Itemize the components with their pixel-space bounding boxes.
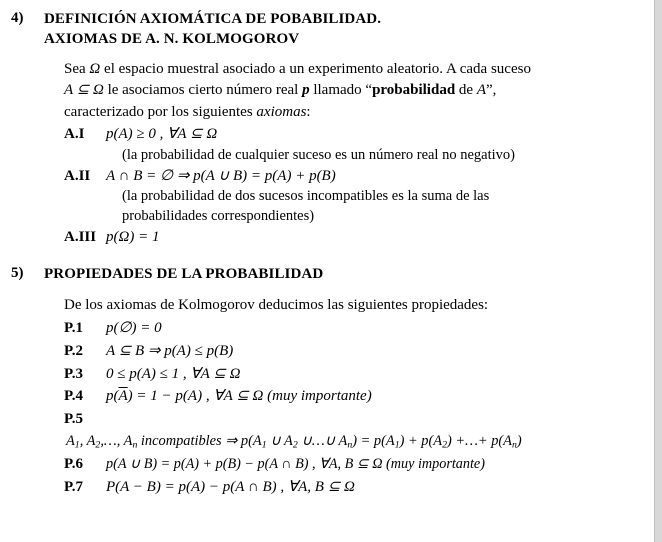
section-title-4 — [44, 10, 648, 49]
section-5-intro: De los axiomas de Kolmogorov deducimos las siguientes propiedades: — [64, 296, 489, 313]
property-row-4 — [64, 386, 648, 407]
section-title-5: PROPIEDADES DE LA PROBABILIDAD — [44, 266, 324, 283]
section-4-body — [64, 59, 648, 247]
section-axiomatic-definition — [11, 10, 648, 247]
axiom-note-1: (la probabilidad de cualquier suceso es un número real no negativo) — [122, 146, 515, 163]
p5-sub-r3: 1 — [394, 439, 400, 451]
p-symbol: p — [302, 82, 310, 99]
p5-sub-r4: 2 — [442, 439, 447, 451]
subset-expression: A ⊆ Ω — [64, 82, 104, 99]
page-right-margin-strip — [654, 0, 662, 542]
p5-rest7: ) — [516, 432, 522, 449]
property-label-7: P.7 — [64, 478, 84, 495]
axiomas-italic: axiomas — [256, 103, 307, 120]
property-math-4 — [100, 386, 372, 407]
axiom-math-2: A ∩ B = ∅ ⇒ p(A ∪ B) = p(A) + p(B) — [106, 167, 336, 184]
p5-incompatibles: incompatibles — [137, 432, 222, 449]
section-4-intro-line2 — [64, 80, 648, 101]
p5-rest5: ) + p(A — [399, 432, 443, 449]
intro-text-a: Sea — [64, 61, 90, 77]
intro-text-g: caracterizado por los siguientes — [64, 103, 257, 120]
p5-sub-rn: n — [347, 439, 353, 451]
property-row-2 — [64, 341, 648, 362]
axiom-label-3: A.III — [64, 228, 97, 245]
section-title-4-line2: AXIOMAS DE A. N. KOLMOGOROV — [44, 30, 300, 47]
p5-rest2: ∪ A — [266, 432, 293, 449]
p5-sub-r1: 1 — [261, 439, 267, 451]
property-math-7: P(A − B) = p(A) − p(A ∩ B) , ∀A, B ⊆ Ω — [106, 478, 355, 495]
property-label-2: P.2 — [64, 342, 84, 359]
axiom-note-2-line2: probabilidades correspondientes) — [122, 207, 315, 224]
p5-rest6: ) +…+ p(A — [446, 432, 512, 449]
probabilidad-bold: probabilidad — [372, 82, 456, 99]
p5-rest3: ∪…∪ A — [297, 432, 348, 449]
property-5-formula — [66, 432, 648, 452]
property-math-2: A ⊆ B ⇒ p(A) ≤ p(B) — [106, 342, 234, 359]
property-row-7 — [64, 477, 648, 498]
intro-text-f: ”, — [486, 82, 497, 99]
section-5-body — [64, 295, 648, 497]
property-label-1: P.1 — [64, 320, 84, 337]
p5-sub-n: n — [132, 439, 138, 451]
intro-text-b: el espacio muestral asociado a un experimento aleatorio. A cada suceso — [100, 61, 531, 77]
A-symbol: A — [476, 82, 487, 99]
property-4-post: ) = 1 − p(A) , ∀A ⊆ Ω (muy importante) — [127, 388, 372, 405]
section-spacer — [44, 247, 648, 265]
p5-sub-r2: 2 — [292, 439, 298, 451]
axiom-row-2 — [64, 166, 648, 187]
property-label-4: P.4 — [64, 388, 84, 405]
intro-text-d: llamado “ — [309, 82, 373, 99]
section-4-intro-line1 — [64, 59, 648, 80]
axiom-row-3 — [64, 227, 648, 248]
section-title-4-line1: DEFINICIÓN AXIOMÁTICA DE POBABILIDAD. — [44, 11, 382, 27]
property-row-5 — [64, 409, 648, 430]
section-probability-properties — [11, 265, 648, 497]
property-label-5: P.5 — [64, 410, 84, 427]
p5-sub-r5: n — [511, 439, 517, 451]
section-number-5: 5) — [11, 265, 24, 282]
property-4-pre: p( — [106, 388, 119, 405]
section-4-intro-line3 — [64, 102, 648, 123]
axiom-note-2-line1: (la probabilidad de dos sucesos incompatibles es la suma de las — [122, 188, 490, 205]
property-math-3: 0 ≤ p(A) ≤ 1 , ∀A ⊆ Ω — [106, 365, 241, 382]
p5-rest4: ) = p(A — [352, 432, 395, 449]
property-row-1 — [64, 318, 648, 339]
axiom-math-1: p(A) ≥ 0 , ∀A ⊆ Ω — [106, 125, 218, 142]
section-number-4: 4) — [11, 10, 24, 26]
axiom-math-3: p(Ω) = 1 — [106, 228, 160, 245]
intro-text-h: : — [306, 103, 311, 120]
axiom-row-1 — [64, 124, 648, 145]
property-math-1: p(∅) = 0 — [106, 320, 162, 337]
intro-text-c: le asociamos cierto número real — [103, 82, 303, 99]
property-label-6: P.6 — [64, 455, 84, 472]
property-row-3 — [64, 364, 648, 385]
property-label-3: P.3 — [64, 365, 84, 382]
p5-sub-2: 2 — [95, 439, 101, 451]
axiom-label-2: A.II — [64, 167, 91, 184]
property-4-complement: $\overline{A}$ — [118, 388, 128, 405]
property-math-6: p(A ∪ B) = p(A) + p(B) − p(A ∩ B) , ∀A, B ⊆ Ω (muy importante) — [106, 455, 485, 472]
p5-a1: A — [66, 432, 75, 449]
property-row-6 — [64, 454, 648, 475]
p5-rest1: ⇒ p(A — [221, 432, 262, 449]
intro-text-e: de — [455, 82, 477, 99]
axiom-label-1: A.I — [64, 125, 85, 142]
p5-sep1: , A — [79, 432, 96, 449]
p5-sep2: ,…, A — [100, 432, 133, 449]
p5-sub-1: 1 — [74, 439, 80, 451]
omega-symbol: Ω — [89, 61, 101, 77]
